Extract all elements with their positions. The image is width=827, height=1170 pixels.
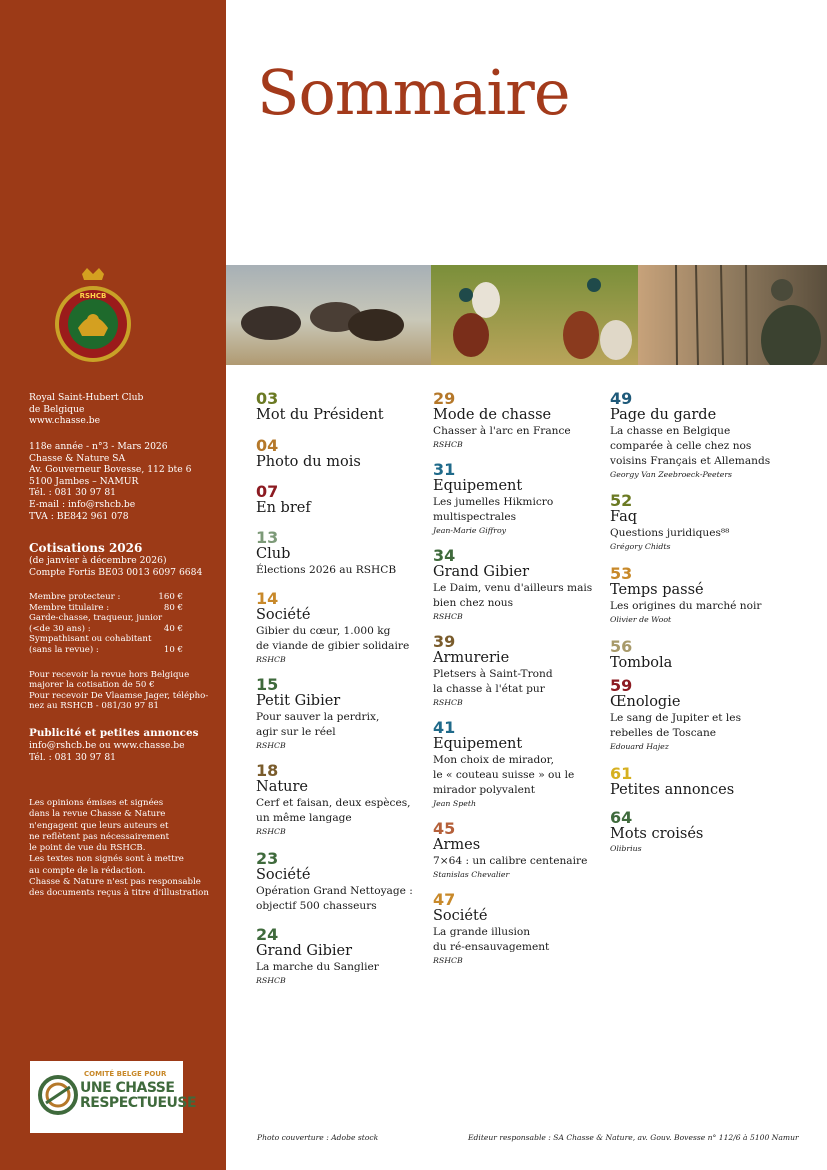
toc-section-title: Société bbox=[433, 908, 488, 924]
photo-banner bbox=[226, 265, 827, 365]
toc-author: RSHCB bbox=[433, 440, 463, 449]
pheasant-shape bbox=[459, 288, 473, 302]
issue-line: TVA : BE842 961 078 bbox=[29, 510, 129, 522]
toc-section-title: Club bbox=[256, 546, 291, 562]
toc-author: RSHCB bbox=[256, 741, 286, 750]
toc-description: Le Daim, venu d'ailleurs mais bbox=[433, 582, 593, 594]
toc-description: un même langage bbox=[256, 812, 352, 824]
toc-author: Jean Speth bbox=[433, 799, 476, 808]
toc-description: rebelles de Toscane bbox=[610, 727, 717, 739]
toc-author: Olibrius bbox=[610, 844, 642, 853]
toc-description: Gibier du cœur, 1.000 kg bbox=[256, 625, 391, 637]
toc-description: Les origines du marché noir bbox=[610, 600, 762, 612]
toc-column-2 bbox=[433, 390, 613, 967]
disclaimer-line: Chasse & Nature n'est pas responsable bbox=[29, 877, 201, 888]
toc-description: Élections 2026 au RSHCB bbox=[256, 564, 397, 576]
disclaimer-line: le point de vue du RSHCB. bbox=[29, 843, 146, 854]
toc-author: Edouard Hajez bbox=[610, 742, 669, 751]
pheasant-shape bbox=[453, 313, 489, 357]
toc-section-title: Mode de chasse bbox=[433, 407, 552, 423]
toc-description: comparée à celle chez nos bbox=[610, 440, 752, 452]
toc-item[interactable] bbox=[433, 461, 613, 537]
price-label: Membre protecteur : bbox=[29, 592, 121, 602]
toc-page-number: 13 bbox=[256, 528, 279, 547]
badge-main-line: RESPECTUEUSE bbox=[80, 1095, 197, 1111]
toc-item[interactable] bbox=[610, 677, 790, 753]
toc-column-1 bbox=[256, 390, 436, 987]
toc-section-title: Armes bbox=[433, 837, 481, 853]
toc-description: Cerf et faisan, deux espèces, bbox=[256, 797, 411, 809]
toc-section-title: Société bbox=[256, 867, 311, 883]
toc-page-number: 14 bbox=[256, 589, 279, 608]
price-label: Sympathisant ou cohabitant bbox=[29, 634, 152, 645]
toc-description: mirador polyvalent bbox=[433, 784, 535, 796]
pheasant-shape bbox=[600, 320, 632, 360]
toc-section-title: Mots croisés bbox=[610, 826, 704, 842]
cotisations-line: Compte Fortis BE03 0013 6097 6684 bbox=[29, 566, 203, 578]
toc-author: RSHCB bbox=[433, 698, 463, 707]
price-value: 80 € bbox=[163, 602, 183, 613]
toc-item[interactable] bbox=[610, 765, 790, 799]
toc-item[interactable] bbox=[610, 565, 790, 626]
issue-line: 5100 Jambes – NAMUR bbox=[29, 475, 139, 487]
toc-item[interactable] bbox=[256, 676, 436, 752]
toc-item[interactable] bbox=[256, 590, 436, 666]
logo-text: RSHCB bbox=[79, 292, 107, 300]
price-row bbox=[29, 592, 183, 603]
org-website[interactable]: www.chasse.be bbox=[29, 415, 101, 427]
toc-description: Pour sauver la perdrix, bbox=[256, 711, 380, 723]
price-value: 160 € bbox=[158, 592, 183, 602]
toc-section-title: Grand Gibier bbox=[256, 943, 353, 959]
toc-description: Questions juridiques⁸⁸ bbox=[610, 527, 730, 539]
issue-line: 118e année - n°3 - Mars 2026 bbox=[29, 441, 168, 452]
cotisations-block bbox=[29, 541, 202, 578]
org-line: Royal Saint-Hubert Club bbox=[29, 392, 144, 403]
disclaimer-line: ne reflètent pas nécessairement bbox=[29, 831, 170, 842]
toc-page-number: 04 bbox=[256, 436, 279, 455]
boar-shape bbox=[348, 309, 404, 341]
toc-description: Opération Grand Nettoyage : bbox=[256, 885, 413, 897]
toc-page-number: 03 bbox=[256, 389, 279, 408]
toc-page-number: 47 bbox=[433, 890, 456, 909]
toc-author: RSHCB bbox=[433, 956, 463, 965]
hunter-shape bbox=[771, 279, 793, 301]
org-block bbox=[29, 392, 143, 427]
price-value: 40 € bbox=[163, 623, 183, 634]
toc-item[interactable] bbox=[256, 926, 436, 987]
toc-author: Georgy Van Zeebroeck-Peeters bbox=[610, 470, 733, 479]
toc-section-title: Photo du mois bbox=[256, 454, 361, 470]
disclaimer-line: Les textes non signés sont à mettre bbox=[29, 854, 184, 865]
issue-email[interactable]: E-mail : info@rshcb.be bbox=[29, 498, 136, 510]
toc-page-number: 39 bbox=[433, 632, 456, 651]
toc-page-number: 59 bbox=[610, 676, 633, 695]
pheasant-shape bbox=[472, 282, 500, 318]
toc-description: La chasse en Belgique bbox=[610, 425, 731, 437]
toc-page-number: 15 bbox=[256, 675, 279, 694]
note-line: nez au RSHCB - 081/30 97 81 bbox=[29, 701, 159, 712]
toc-author: Olivier de Woot bbox=[610, 615, 672, 624]
disclaimer-line: au compte de la rédaction. bbox=[29, 865, 146, 876]
toc-page-number: 23 bbox=[256, 849, 279, 868]
toc-description: Mon choix de mirador, bbox=[433, 754, 554, 766]
toc-description: le « couteau suisse » ou le bbox=[433, 769, 575, 781]
disclaimer-line: Les opinions émises et signées bbox=[29, 798, 164, 808]
pheasant-shape bbox=[563, 311, 599, 359]
badge-main-line: UNE CHASSE bbox=[80, 1080, 175, 1096]
badge-emblem-icon bbox=[38, 1075, 78, 1115]
issue-line: Av. Gouverneur Bovesse, 112 bte 6 bbox=[29, 464, 192, 476]
disclaimer-line: dans la revue Chasse & Nature bbox=[29, 809, 166, 820]
price-value: 10 € bbox=[163, 644, 183, 655]
toc-item[interactable] bbox=[433, 633, 613, 709]
cotisations-title: Cotisations 2026 bbox=[29, 541, 143, 555]
toc-page-number: 61 bbox=[610, 764, 633, 783]
toc-description: Chasser à l'arc en France bbox=[433, 425, 571, 437]
note-line: Pour recevoir De Vlaamse Jager, télépho- bbox=[29, 690, 209, 701]
toc-section-title: Equipement bbox=[433, 478, 523, 494]
toc-item[interactable] bbox=[433, 719, 613, 810]
price-row bbox=[29, 613, 183, 624]
chasse-respectueuse-badge bbox=[30, 1061, 197, 1133]
pheasant-shape bbox=[587, 278, 601, 292]
toc-description: du ré-ensauvagement bbox=[433, 941, 550, 953]
toc-page-number: 53 bbox=[610, 564, 633, 583]
toc-section-title: Faq bbox=[610, 509, 638, 525]
toc-description: Les jumelles Hikmicro bbox=[433, 496, 554, 508]
disclaimer-line: n'engagent que leurs auteurs et bbox=[29, 820, 169, 831]
toc-description: objectif 500 chasseurs bbox=[256, 900, 377, 912]
toc-item[interactable] bbox=[433, 820, 613, 881]
toc-item[interactable] bbox=[433, 547, 613, 623]
toc-section-title: Armurerie bbox=[433, 650, 510, 666]
toc-section-title: Grand Gibier bbox=[433, 564, 530, 580]
price-row bbox=[29, 624, 183, 635]
toc-item[interactable] bbox=[256, 390, 436, 424]
badge-top-text: COMITÉ BELGE POUR bbox=[84, 1070, 167, 1078]
toc-author: RSHCB bbox=[433, 612, 463, 621]
toc-page-number: 41 bbox=[433, 718, 456, 737]
toc-description: agir sur le réel bbox=[256, 726, 336, 738]
toc-description: la chasse à l'état pur bbox=[433, 683, 545, 695]
toc-item[interactable] bbox=[433, 390, 613, 451]
toc-section-title: Nature bbox=[256, 779, 309, 795]
photo-credit: Photo couverture : Adobe stock bbox=[257, 1133, 379, 1142]
toc-page-number: 56 bbox=[610, 637, 633, 656]
toc-section-title: Page du garde bbox=[610, 407, 717, 423]
toc-column-3 bbox=[610, 390, 790, 855]
toc-author: Stanislas Chevalier bbox=[433, 870, 510, 879]
toc-page-number: 34 bbox=[433, 546, 456, 565]
toc-description: de viande de gibier solidaire bbox=[256, 640, 410, 652]
price-row bbox=[29, 603, 183, 614]
toc-author: RSHCB bbox=[256, 827, 286, 836]
toc-author: Jean-Marie Giffroy bbox=[433, 526, 507, 535]
disclaimer-line: des documents reçus à titre d'illustration bbox=[29, 888, 209, 899]
toc-author: Grégory Chidts bbox=[610, 542, 671, 551]
rshcb-logo-icon bbox=[52, 268, 134, 364]
pub-phone: Tél. : 081 30 97 81 bbox=[29, 751, 117, 763]
price-label: (<de 30 ans) : bbox=[29, 623, 91, 634]
price-row bbox=[29, 634, 183, 645]
issue-line: Tél. : 081 30 97 81 bbox=[29, 487, 117, 499]
toc-description: bien chez nous bbox=[433, 597, 514, 609]
toc-item[interactable] bbox=[256, 762, 436, 838]
toc-item[interactable] bbox=[610, 809, 790, 855]
toc-page-number: 49 bbox=[610, 389, 633, 408]
sidebar bbox=[0, 0, 226, 1170]
toc-page-number: 45 bbox=[433, 819, 456, 838]
issue-block bbox=[29, 441, 191, 522]
toc-section-title: Œnologie bbox=[610, 694, 681, 710]
toc-item[interactable] bbox=[610, 492, 790, 553]
toc-item[interactable] bbox=[610, 638, 790, 672]
pub-contact[interactable]: info@rshcb.be ou www.chasse.be bbox=[29, 740, 185, 751]
notes-block bbox=[29, 670, 208, 712]
pub-title: Publicité et petites annonces bbox=[29, 727, 199, 739]
toc-description: Le sang de Jupiter et les bbox=[610, 712, 741, 724]
price-list bbox=[29, 592, 183, 656]
page-title: Sommaire bbox=[257, 56, 570, 129]
toc-section-title: Mot du Président bbox=[256, 407, 384, 423]
toc-item[interactable] bbox=[256, 483, 436, 517]
toc-description: multispectrales bbox=[433, 511, 517, 523]
toc-page-number: 07 bbox=[256, 482, 279, 501]
toc-description: Pletsers à Saint-Trond bbox=[433, 668, 553, 680]
pub-block bbox=[29, 726, 198, 763]
toc-section-title: Petites annonces bbox=[610, 782, 735, 798]
toc-page-number: 52 bbox=[610, 491, 633, 510]
toc-section-title: Société bbox=[256, 607, 311, 623]
toc-description: voisins Français et Allemands bbox=[610, 455, 771, 467]
toc-author: RSHCB bbox=[256, 976, 286, 985]
toc-item[interactable] bbox=[256, 529, 436, 578]
toc-description: La marche du Sanglier bbox=[256, 961, 379, 973]
toc-page-number: 31 bbox=[433, 460, 456, 479]
toc-section-title: En bref bbox=[256, 500, 311, 516]
publisher-credit: Editeur responsable : SA Chasse & Nature, av. Gouv. Bovesse n° 112/6 à 5100 Namur bbox=[468, 1133, 799, 1142]
price-label: Garde-chasse, traqueur, junior bbox=[29, 613, 163, 624]
toc-item[interactable] bbox=[610, 390, 790, 481]
note-line: majorer la cotisation de 50 € bbox=[29, 680, 155, 691]
cotisations-line: (de janvier à décembre 2026) bbox=[29, 555, 167, 566]
issue-line: Chasse & Nature SA bbox=[29, 452, 126, 464]
toc-section-title: Tombola bbox=[610, 655, 673, 671]
toc-author: RSHCB bbox=[256, 655, 286, 664]
disclaimer-block bbox=[29, 798, 209, 900]
org-line: de Belgique bbox=[29, 403, 85, 415]
boar-shape bbox=[241, 306, 301, 340]
toc-page-number: 18 bbox=[256, 761, 279, 780]
price-label: (sans la revue) : bbox=[29, 644, 99, 655]
toc-description: 7×64 : un calibre centenaire bbox=[433, 855, 588, 867]
toc-page-number: 29 bbox=[433, 389, 456, 408]
toc-section-title: Temps passé bbox=[610, 582, 704, 598]
toc-page-number: 24 bbox=[256, 925, 279, 944]
price-label: Membre titulaire : bbox=[29, 602, 110, 613]
toc-section-title: Equipement bbox=[433, 736, 523, 752]
price-row bbox=[29, 645, 183, 656]
toc-item[interactable] bbox=[256, 437, 436, 471]
toc-section-title: Petit Gibier bbox=[256, 693, 341, 709]
note-line: Pour recevoir la revue hors Belgique bbox=[29, 670, 190, 680]
toc-description: La grande illusion bbox=[433, 926, 531, 938]
toc-item[interactable] bbox=[256, 850, 436, 914]
badge-main-text bbox=[80, 1081, 196, 1111]
toc-page-number: 64 bbox=[610, 808, 633, 827]
toc-item[interactable] bbox=[433, 891, 613, 967]
